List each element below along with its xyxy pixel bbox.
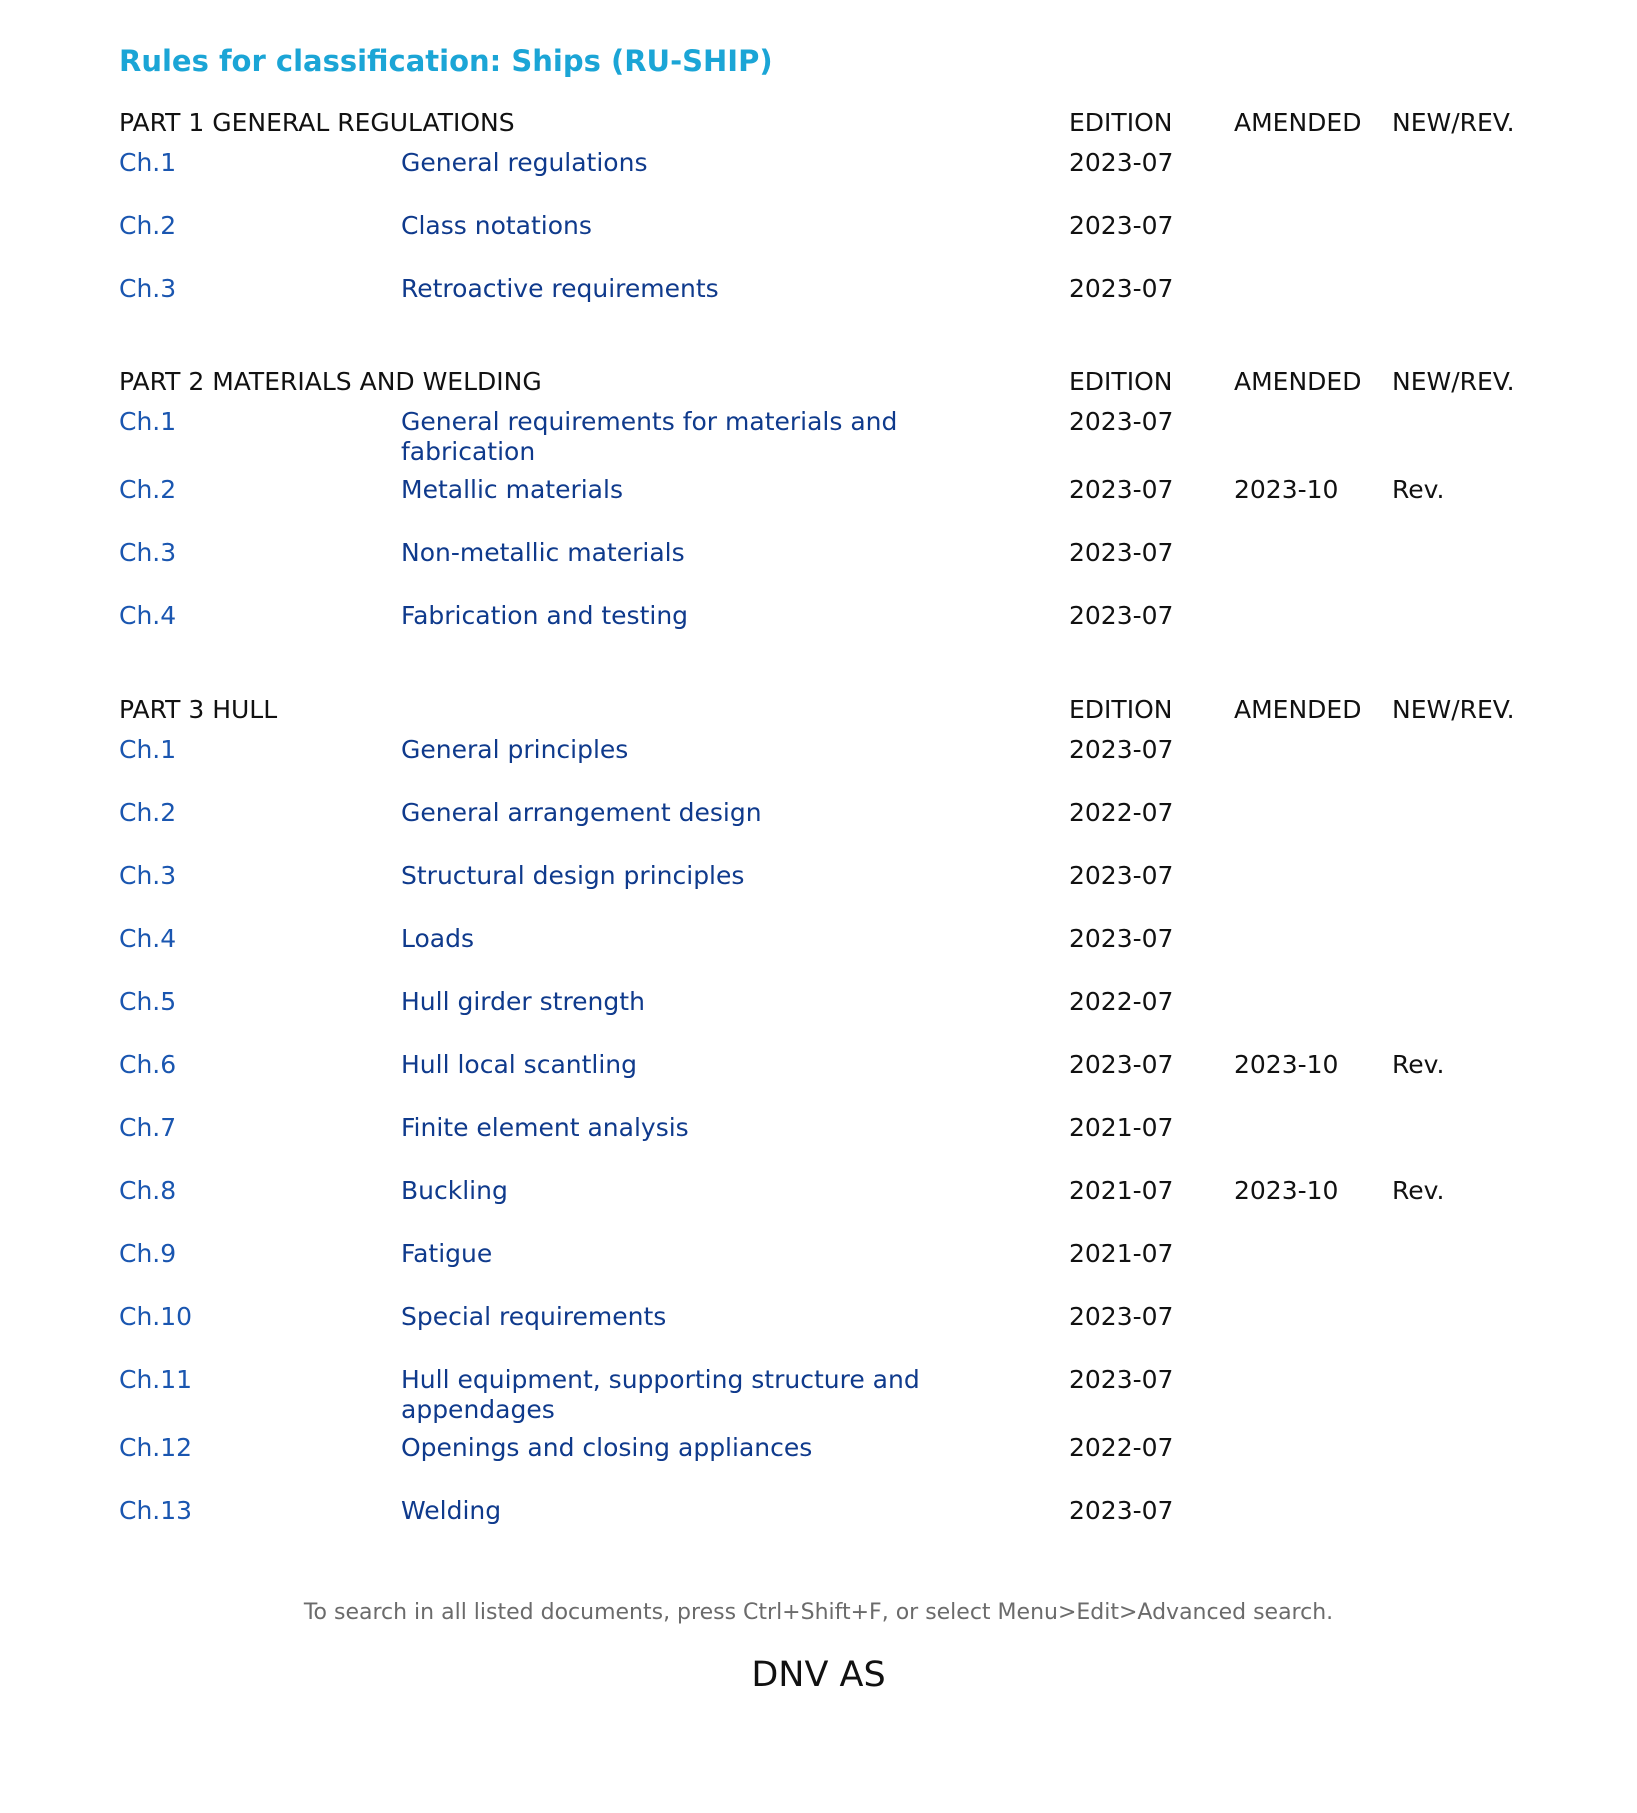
chapter-number-link[interactable]: Ch.12: [119, 1433, 193, 1462]
chapter-title-link[interactable]: Metallic materials: [401, 475, 623, 504]
document-title: Rules for classification: Ships (RU-SHIP): [119, 44, 773, 78]
chapter-edition: 2023-07: [1069, 1050, 1174, 1079]
chapter-row: [119, 475, 1529, 538]
chapter-edition: 2023-07: [1069, 475, 1174, 504]
part-1-section: [119, 108, 1529, 337]
chapter-number-link[interactable]: Ch.1: [119, 148, 177, 177]
chapter-edition: 2023-07: [1069, 924, 1174, 953]
chapter-number-link[interactable]: Ch.5: [119, 987, 177, 1016]
edition-column-header: EDITION: [1069, 367, 1173, 396]
chapter-row: [119, 1302, 1529, 1365]
chapter-title-link[interactable]: Non-metallic materials: [401, 538, 685, 567]
chapter-row: [119, 1433, 1529, 1496]
edition-column-header: EDITION: [1069, 695, 1173, 724]
chapter-edition: 2023-07: [1069, 1302, 1174, 1331]
chapter-row: [119, 148, 1529, 211]
chapter-edition: 2023-07: [1069, 211, 1174, 240]
search-hint-note: To search in all listed documents, press Ctrl+Shift+F, or select Menu>Edit>Advanced search.: [303, 1600, 1334, 1625]
chapter-title-link[interactable]: Openings and closing appliances: [401, 1433, 813, 1462]
organization-name: DNV AS: [751, 1655, 886, 1695]
chapter-row: [119, 861, 1529, 924]
chapter-number-link[interactable]: Ch.4: [119, 924, 177, 953]
chapter-title-link[interactable]: General principles: [401, 735, 629, 764]
chapter-row: [119, 211, 1529, 274]
chapter-number-link[interactable]: Ch.6: [119, 1050, 177, 1079]
chapter-edition: 2023-07: [1069, 407, 1174, 436]
chapter-amended: 2023-10: [1234, 1176, 1339, 1205]
chapter-title-link[interactable]: Finite element analysis: [401, 1113, 689, 1142]
chapter-title-link[interactable]: Hull equipment, supporting structure and appendages: [401, 1365, 920, 1424]
chapter-number-link[interactable]: Ch.8: [119, 1176, 177, 1205]
chapter-number-link[interactable]: Ch.9: [119, 1239, 177, 1268]
chapter-title-link[interactable]: Loads: [401, 924, 474, 953]
chapter-title-link[interactable]: Fatigue: [401, 1239, 493, 1268]
chapter-edition: 2023-07: [1069, 601, 1174, 630]
chapter-number-link[interactable]: Ch.1: [119, 735, 177, 764]
chapter-edition: 2021-07: [1069, 1176, 1174, 1205]
chapter-edition: 2023-07: [1069, 1496, 1174, 1525]
chapter-row: [119, 1176, 1529, 1239]
part-header: [119, 108, 1529, 148]
chapter-title-link[interactable]: Structural design principles: [401, 861, 745, 890]
newrev-column-header: NEW/REV.: [1392, 108, 1515, 137]
chapter-row: [119, 1050, 1529, 1113]
chapter-number-link[interactable]: Ch.2: [119, 798, 177, 827]
chapter-number-link[interactable]: Ch.11: [119, 1365, 193, 1394]
chapter-edition: 2022-07: [1069, 798, 1174, 827]
chapter-row: [119, 735, 1529, 798]
chapter-number-link[interactable]: Ch.2: [119, 211, 177, 240]
chapter-title-link[interactable]: Buckling: [401, 1176, 508, 1205]
chapter-edition: 2022-07: [1069, 1433, 1174, 1462]
edition-column-header: EDITION: [1069, 108, 1173, 137]
amended-column-header: AMENDED: [1234, 108, 1362, 137]
chapter-title-link[interactable]: Hull girder strength: [401, 987, 645, 1016]
chapter-number-link[interactable]: Ch.3: [119, 274, 177, 303]
newrev-column-header: NEW/REV.: [1392, 367, 1515, 396]
chapter-edition: 2023-07: [1069, 148, 1174, 177]
chapter-row: [119, 1239, 1529, 1302]
part-title: PART 2 MATERIALS AND WELDING: [119, 367, 542, 396]
chapter-number-link[interactable]: Ch.3: [119, 538, 177, 567]
chapter-revision-status: Rev.: [1392, 475, 1445, 504]
chapter-number-link[interactable]: Ch.7: [119, 1113, 177, 1142]
amended-column-header: AMENDED: [1234, 695, 1362, 724]
chapter-edition: 2023-07: [1069, 861, 1174, 890]
part-title: PART 3 HULL: [119, 695, 278, 724]
chapter-title-link[interactable]: Class notations: [401, 211, 592, 240]
chapter-row: [119, 1496, 1529, 1559]
chapter-number-link[interactable]: Ch.2: [119, 475, 177, 504]
chapter-revision-status: Rev.: [1392, 1176, 1445, 1205]
chapter-revision-status: Rev.: [1392, 1050, 1445, 1079]
chapter-row: [119, 407, 1529, 475]
chapter-row: [119, 987, 1529, 1050]
chapter-row: [119, 1365, 1529, 1433]
chapter-row: [119, 538, 1529, 601]
part-2-section: [119, 367, 1529, 664]
amended-column-header: AMENDED: [1234, 367, 1362, 396]
chapter-edition: 2021-07: [1069, 1239, 1174, 1268]
chapter-title-link[interactable]: Welding: [401, 1496, 502, 1525]
chapter-number-link[interactable]: Ch.4: [119, 601, 177, 630]
chapter-title-link[interactable]: Special requirements: [401, 1302, 667, 1331]
part-title: PART 1 GENERAL REGULATIONS: [119, 108, 515, 137]
chapter-edition: 2023-07: [1069, 274, 1174, 303]
chapter-title-link[interactable]: General arrangement design: [401, 798, 762, 827]
chapter-row: [119, 1113, 1529, 1176]
part-header: [119, 367, 1529, 407]
chapter-title-link[interactable]: General regulations: [401, 148, 648, 177]
chapter-title-link[interactable]: Hull local scantling: [401, 1050, 638, 1079]
chapter-row: [119, 798, 1529, 861]
chapter-number-link[interactable]: Ch.13: [119, 1496, 193, 1525]
chapter-number-link[interactable]: Ch.1: [119, 407, 177, 436]
newrev-column-header: NEW/REV.: [1392, 695, 1515, 724]
chapter-row: [119, 274, 1529, 337]
chapter-edition: 2023-07: [1069, 735, 1174, 764]
chapter-number-link[interactable]: Ch.10: [119, 1302, 193, 1331]
chapter-edition: 2023-07: [1069, 1365, 1174, 1394]
chapter-title-link[interactable]: Fabrication and testing: [401, 601, 689, 630]
part-header: [119, 695, 1529, 735]
chapter-row: [119, 924, 1529, 987]
chapter-edition: 2023-07: [1069, 538, 1174, 567]
chapter-amended: 2023-10: [1234, 1050, 1339, 1079]
chapter-amended: 2023-10: [1234, 475, 1339, 504]
part-3-section: [119, 695, 1529, 1559]
chapter-row: [119, 601, 1529, 664]
chapter-title-link[interactable]: Retroactive requirements: [401, 274, 719, 303]
chapter-edition: 2021-07: [1069, 1113, 1174, 1142]
chapter-edition: 2022-07: [1069, 987, 1174, 1016]
chapter-number-link[interactable]: Ch.3: [119, 861, 177, 890]
chapter-title-link[interactable]: General requirements for materials and fabrication: [401, 407, 898, 466]
